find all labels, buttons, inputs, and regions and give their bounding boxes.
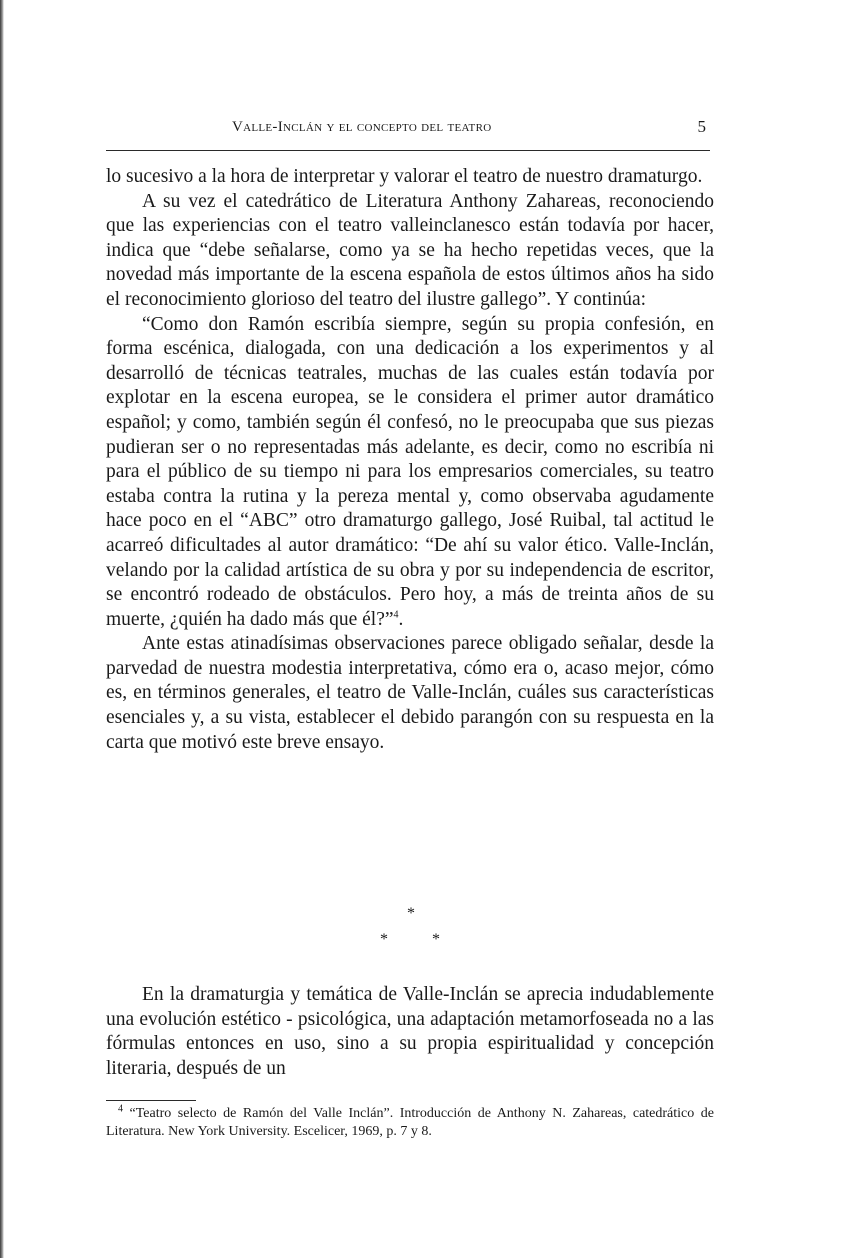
paragraph-2: A su vez el catedrático de Literatura Anthony Zahareas, reconociendo que las experiencias con el teatro valleinclanesco están todavía por hacer, indica que “debe señalarse, como ya se ha hecho repetidas veces, que la novedad más importante de la escena española de estos últimos años ha sido el reconocimiento glorioso del teatro del ilustre gallego”. Y continúa: [106, 190, 714, 310]
footnote-entry [106, 1105, 714, 1141]
paragraph-3-quote: “Como don Ramón escribía siempre, según su propia confesión, en forma escénica, dialogada, con una dedicación a los experimentos y al desarrolló de técnicas teatrales, muchas de las cuales están todavía por explotar en la escena europea, se le considera el primer autor dramático español; y como, también según él confesó, no le preocupaba que sus piezas pudieran ser o no representadas más adelante, es decir, como no escribía ni para el público de su tiempo ni para los empresarios comerciales, su teatro estaba contra la rutina y la pereza mental y, como observaba agudamente hace poco en el “ABC” otro dramaturgo gallego, José Ruibal, tal actitud le acarreó dificultades al autor dramático: “De ahí su valor ético. Valle-Inclán, velando por la calidad artística de su obra y por su independencia de escritor, se encontró rodeado de obstáculos. Pero hoy, a más de treinta años de su muerte, ¿quién ha dado más que él?”$^4$. [106, 313, 714, 630]
footnote-rule [106, 1100, 196, 1101]
paragraph-5: En la dramaturgia y temática de Valle-Inclán se aprecia indudablemente una evolución estético - psicológica, una adaptación metamorfoseada no a las fórmulas entonces en uso, sino a su propia espiritualidad y concepción literaria, después de un [106, 984, 714, 1079]
paragraph-4: Ante estas atinadísimas observaciones parece obligado señalar, desde la parvedad de nuestra modestia interpretativa, cómo era o, acaso mejor, cómo es, en términos generales, el teatro de Valle-Inclán, cuáles sus características esenciales y, a su vista, establecer el debido parangón con su respuesta en la carta que motivó este breve ensayo. [106, 633, 714, 753]
quote-text: “Como don Ramón escribía siempre, según su propia confesión, en forma escénica, dialogada, con una dedicación a los experimentos y al desarrolló de técnicas teatrales, muchas de las cuales están todavía por explotar en la escena europea, se le considera el primer autor dramático español; y como, también según él confesó, no le preocupaba que sus piezas pudieran ser o no representadas más adelante, es decir, como no escribía ni para el público de su tiempo ni para los empresarios comerciales, su teatro estaba contra la rutina y la pereza mental y, como observaba agudamente hace poco en el “ABC” otro dramaturgo gallego, José Ruibal, tal actitud le acarreó dificultades al autor dramático: “De ahí su valor ético. Valle-Inclán, velando por la calidad artística de su obra y por su independencia de escritor, se encontró rodeado de obstáculos. Pero hoy, a más de treinta años de su muerte, ¿quién ha dado más que él?” [106, 313, 714, 630]
section-asterism [360, 905, 460, 955]
asterism-star: * [432, 931, 440, 948]
asterism-star: * [407, 905, 415, 922]
page-number: 5 [697, 117, 706, 136]
running-head [106, 117, 712, 141]
footnote-reference: 4 [393, 609, 399, 621]
paragraph-1: lo sucesivo a la hora de interpretar y valorar el teatro de nuestro dramaturgo. [106, 166, 703, 187]
main-text [106, 165, 714, 755]
asterism-star: * [380, 931, 388, 948]
footnote-mark: 4 [118, 1103, 123, 1115]
header-rule [106, 150, 710, 151]
main-text-continued [106, 983, 714, 1081]
page-binding-edge [0, 0, 4, 1258]
footnote [106, 1105, 714, 1141]
running-title: Valle-Inclán y el concepto del teatro [232, 119, 492, 135]
footnote-text: “Teatro selecto de Ramón del Valle Inclán”. Introducción de Anthony N. Zahareas, catedrático de Literatura. New York University. Escelicer, 1969, p. 7 y 8. [106, 1106, 714, 1139]
